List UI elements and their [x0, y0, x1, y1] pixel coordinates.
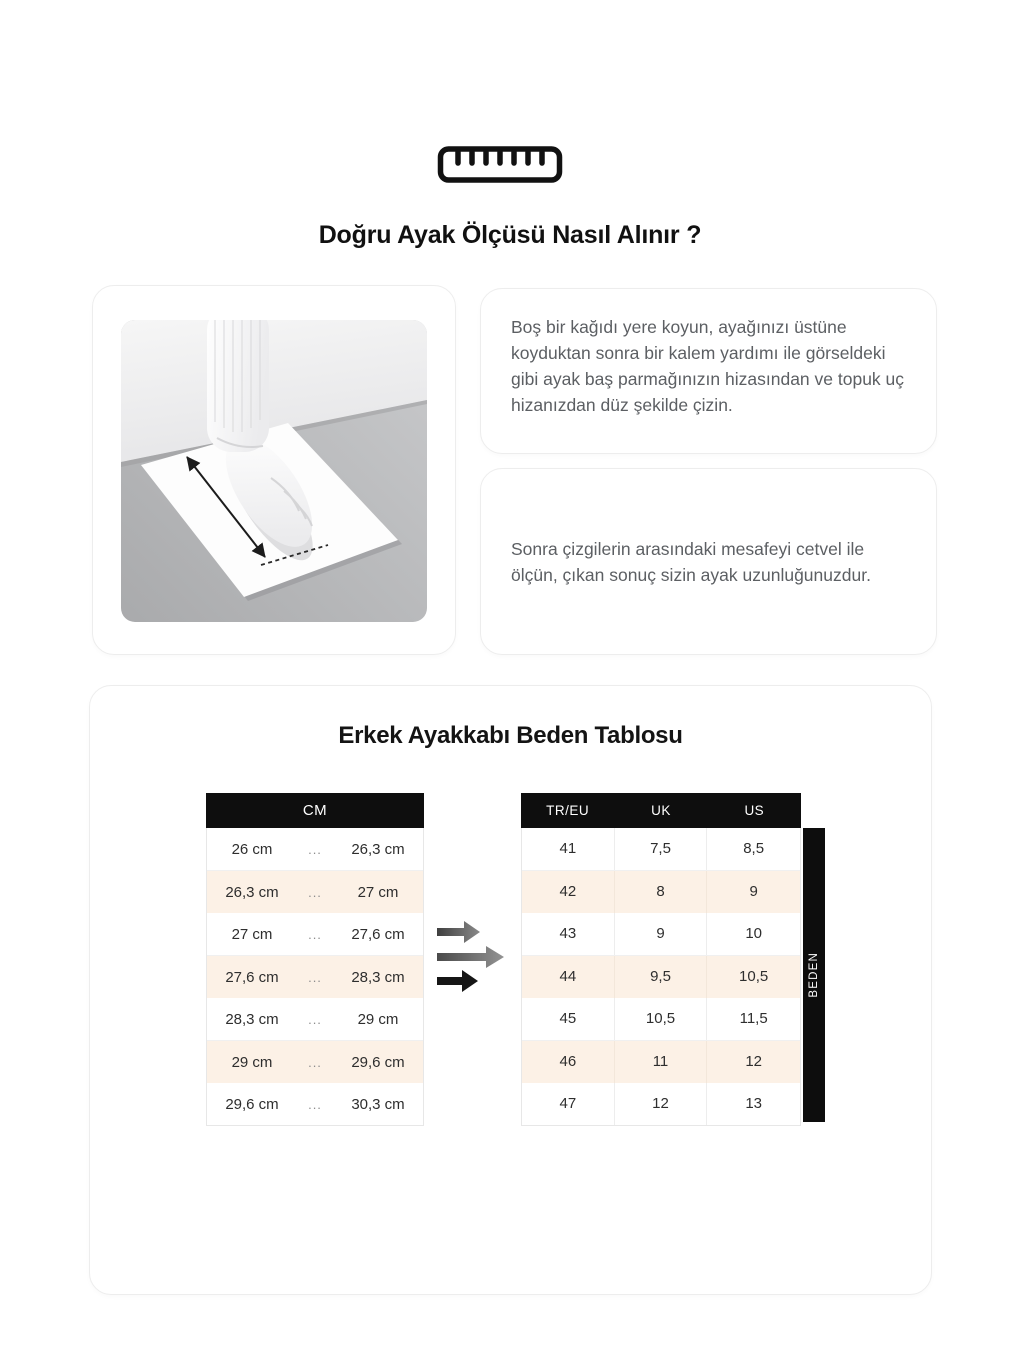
- size-value: 45: [522, 998, 615, 1040]
- size-value: 11: [615, 1041, 708, 1083]
- size-table-row: [522, 913, 800, 956]
- foot-measurement-photo: [121, 320, 427, 622]
- range-separator: ...: [308, 1054, 322, 1070]
- beden-side-label: BEDEN: [808, 952, 820, 998]
- size-table: [521, 793, 801, 1126]
- cm-from-value: 27,6 cm: [225, 968, 279, 986]
- measurement-photo-card: [92, 285, 456, 655]
- cm-to-value: 29 cm: [357, 1010, 399, 1028]
- cm-from-value: 26 cm: [231, 840, 273, 858]
- cm-table-row: [207, 1041, 423, 1083]
- size-value: 41: [522, 828, 615, 870]
- size-value: 12: [745, 1053, 762, 1070]
- range-separator: ...: [308, 1096, 322, 1112]
- size-value: 42: [522, 871, 615, 913]
- cm-from-value: 26,3 cm: [225, 883, 279, 901]
- size-column-header: TR/EU: [546, 803, 590, 818]
- cm-to-value: 27 cm: [357, 883, 399, 901]
- size-value: 13: [745, 1095, 762, 1112]
- range-separator: ...: [308, 1011, 322, 1027]
- cm-to-value: 30,3 cm: [351, 1095, 405, 1113]
- size-table-row: [522, 871, 800, 913]
- range-separator: ...: [308, 969, 322, 985]
- size-value: 11,5: [739, 1010, 768, 1027]
- size-value: 8,5: [743, 840, 765, 857]
- instruction-step2-text: Sonra çizgilerin arasındaki mesafeyi cetvel ile ölçün, çıkan sonuç sizin ayak uzunluğunuzdur.: [511, 538, 871, 585]
- size-value: 47: [522, 1083, 615, 1125]
- instruction-card-1: [480, 288, 937, 454]
- cm-to-value: 27,6 cm: [351, 925, 405, 943]
- size-value: 10,5: [615, 998, 708, 1040]
- size-value: 12: [615, 1083, 708, 1125]
- cm-from-value: 28,3 cm: [225, 1010, 279, 1028]
- size-table-body: [521, 828, 801, 1126]
- range-separator: ...: [308, 841, 322, 857]
- size-value: 9: [615, 913, 708, 955]
- cm-table-row: [207, 871, 423, 913]
- size-value: 43: [522, 913, 615, 955]
- instruction-step1-text: Boş bir kağıdı yere koyun, ayağınızı üstüne koyduktan sonra bir kalem yardımı ile görseldeki gibi ayak baş parmağınızın hizasından ve topuk uç hizanızdan düz şekilde çizin.: [511, 317, 905, 415]
- size-value: 10,5: [739, 968, 769, 985]
- size-section-title: Erkek Ayakkabı Beden Tablosu: [338, 722, 683, 749]
- instruction-card-2: [480, 468, 937, 655]
- size-value: 44: [522, 956, 615, 998]
- size-column-header: US: [744, 803, 765, 818]
- cm-table-row: [207, 956, 423, 998]
- size-table-row: [522, 1083, 800, 1125]
- cm-to-value: 26,3 cm: [351, 840, 405, 858]
- size-value: 10: [745, 925, 762, 942]
- cm-from-value: 27 cm: [231, 925, 273, 943]
- size-table-row: [522, 828, 800, 871]
- size-column-header: UK: [651, 803, 671, 818]
- cm-table-body: [206, 828, 424, 1126]
- size-chart-card: [89, 685, 932, 1295]
- size-value: 8: [615, 871, 708, 913]
- cm-table-header: CM: [206, 793, 424, 828]
- cm-table-row: [207, 998, 423, 1041]
- cm-from-value: 29,6 cm: [225, 1095, 279, 1113]
- size-value: 9,5: [615, 956, 708, 998]
- size-value: 46: [522, 1041, 615, 1083]
- size-table-row: [522, 1041, 800, 1083]
- size-table-header: [521, 793, 801, 828]
- cm-from-value: 29 cm: [231, 1053, 273, 1071]
- size-value: 9: [749, 883, 758, 900]
- range-separator: ...: [308, 926, 322, 942]
- cm-table-row: [207, 913, 423, 956]
- beden-side-bar: [803, 828, 825, 1122]
- page-title: Doğru Ayak Ölçüsü Nasıl Alınır ?: [318, 221, 702, 249]
- size-value: 7,5: [615, 828, 708, 870]
- convert-arrows-icon: [434, 919, 520, 1005]
- cm-to-value: 29,6 cm: [351, 1053, 405, 1071]
- size-table-row: [522, 998, 800, 1041]
- ruler-icon: [437, 145, 563, 185]
- cm-table-row: [207, 1083, 423, 1125]
- size-table-row: [522, 956, 800, 998]
- cm-to-value: 28,3 cm: [351, 968, 405, 986]
- cm-table: [206, 793, 424, 1126]
- cm-table-row: [207, 828, 423, 871]
- range-separator: ...: [308, 884, 322, 900]
